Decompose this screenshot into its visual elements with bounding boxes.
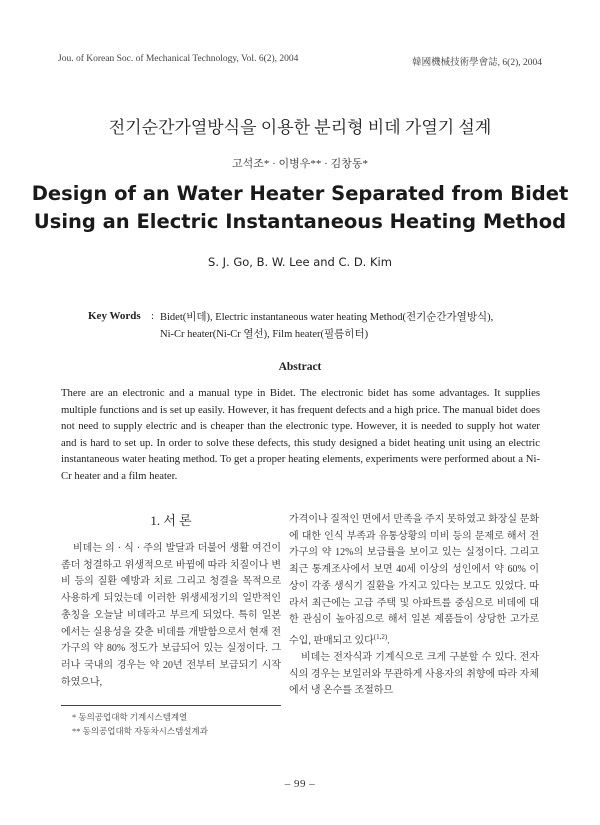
- keywords-line-1: Bidet(비데), Electric instantaneous water heating Method(전기순간가열방식),: [160, 312, 494, 323]
- right-column: [289, 512, 539, 700]
- title-english: [0, 180, 600, 236]
- running-header-korean: 韓國機械技術學會誌, 6(2), 2004: [412, 58, 542, 68]
- page-number: – 99 –: [284, 778, 316, 790]
- abstract-heading: Abstract: [278, 361, 322, 373]
- keywords-list: [160, 309, 540, 343]
- authors-english: S. J. Go, B. W. Lee and C. D. Kim: [208, 255, 392, 269]
- footnotes: [72, 710, 282, 738]
- authors-korean: 고석조* · 이병우** · 김창동*: [232, 158, 368, 170]
- citation: (1,2): [373, 632, 388, 641]
- keywords-label: Key Words: [88, 310, 141, 322]
- paragraph-text: 가격이나 질적인 면에서 만족을 주지 못하였고 화장실 문화에 대한 인식 부족과 유통상황의 미비 등의 문제로 해서 전 가구의 약 12%의 보급률을 보이고 있는 실정이다. 그리고 최근 통계조사에서 보면 40세 이상의 성인에서 약 60% 이상이 각종 생식기 질환을 가지고 있다는 보고도 있었다. 따라서 최근에는 고급 주택 및 아파트를 중심으로 비데에 대한 관심이 높아짐으로 해서 일본 제품들이 상당한 고가로 수입, 판매되고 있다: [289, 514, 539, 647]
- introduction-paragraph-left: 비데는 의 · 식 · 주의 발달과 더불어 생활 여건이 좀더 청결하고 위생적으로 바뀜에 따라 치질이나 변비 등의 질환 예방과 치료 그리고 청결을 목적으로 사용하게 되었는데 이러한 위생세정기의 일반적인 총칭을 오늘날 비데라고 부르게 되었다. 특히 일본에서는 실용성을 갖춘 비데를 개발함으로서 현재 전 가구의 약 80% 정도가 보급되어 있는 실정이다. 그러나 국내의 경우는 약 20년 전부터 보급되기 시작하였으나,: [61, 543, 281, 688]
- title-english-line-1: Design of an Water Heater Separated from Bidet: [31, 182, 569, 205]
- footnote-2: ** 동의공업대학 자동차시스템설계과: [72, 726, 208, 736]
- section-heading-introduction: 1. 서 론: [150, 513, 192, 528]
- running-header-journal: Jou. of Korean Soc. of Mechanical Technology, Vol. 6(2), 2004: [58, 54, 299, 64]
- keywords-colon: :: [151, 310, 155, 322]
- title-korean: 전기순간가열방식을 이용한 분리형 비데 가열기 설계: [108, 118, 492, 137]
- paragraph-end: .: [387, 635, 390, 647]
- introduction-paragraph-right-1: [289, 512, 539, 650]
- footnote-divider: [61, 705, 281, 706]
- left-column: [61, 510, 281, 691]
- introduction-paragraph-right-2: 비데는 전자식과 기계식으로 크게 구분할 수 있다. 전자식의 경우는 보일러와 무관하게 사용자의 취향에 따라 자체에서 냉 온수를 조절하므: [289, 651, 539, 697]
- abstract-text: There are an electronic and a manual type in Bidet. The electronic bidet has some advantages. It supplies multiple functions and is set up easily. However, it has frequent defects and a high price. The manual bidet does not need to supply electric and is cheaper than the electronic type. However, it is needed to supply hot water and is hard to set up. In order to solve these defects, this study designed a bidet heating unit using an electric instantaneous water heating method. To get a proper heating elements, experiments were performed about a Ni-Cr heater and a film heater.: [61, 387, 540, 482]
- title-english-line-2: Using an Electric Instantaneous Heating Method: [33, 210, 567, 233]
- keywords-line-2: Ni-Cr heater(Ni-Cr 열선), Film heater(필름히터): [160, 329, 369, 340]
- footnote-1: * 동의공업대학 기계시스템계열: [72, 712, 188, 722]
